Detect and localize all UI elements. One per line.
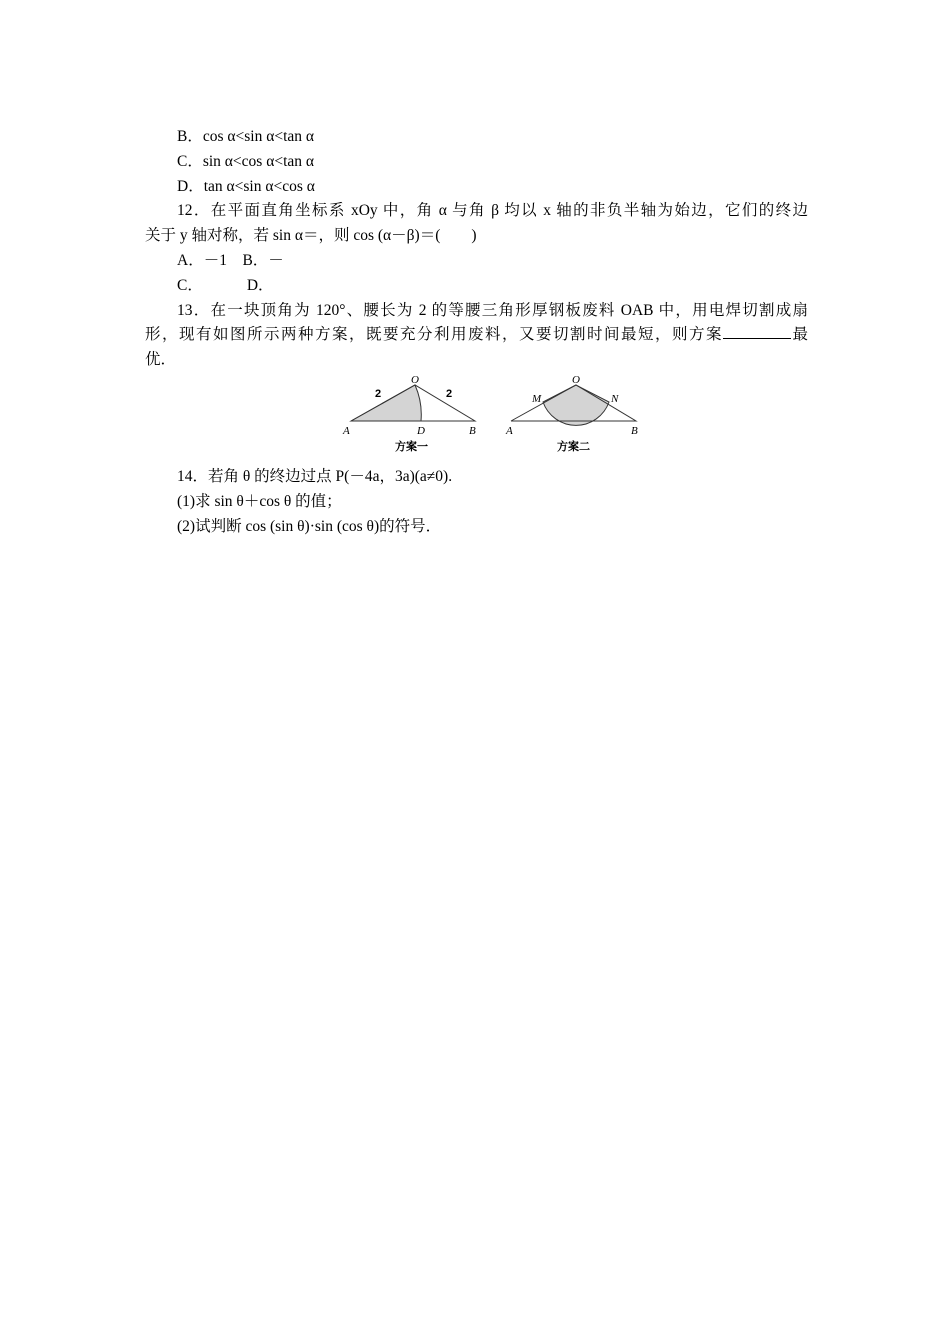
q11-option-b: B．cos α<sin α<tan α <box>177 128 314 145</box>
figure-plan-one <box>341 375 481 457</box>
plan-two-point-n: N <box>611 392 619 405</box>
plan-one-side-left-label: 2 <box>375 387 382 400</box>
plan-two-vertex-a: A <box>506 424 513 437</box>
plan-two-sector <box>543 385 609 425</box>
answer-blank <box>723 324 791 339</box>
plan-one-caption: 方案一 <box>395 439 428 453</box>
plan-two-point-m: M <box>532 392 542 405</box>
q12-options-cd <box>145 274 808 299</box>
q13-stem-line1: 13．在一块顶角为 120°、腰长为 2 的等腰三角形厚钢板废料 OAB 中，用电焊切割成扇 <box>177 301 808 319</box>
q12-stem-line1: 12．在平面直角坐标系 xOy 中，角 α 与角 β 均以 x 轴的非负半轴为始边，它们的终边 <box>177 202 808 220</box>
q12-stem-line2: 关于 y 轴对称，若 sin α＝，则 cos (α－β)＝( ) <box>145 227 477 245</box>
q13-stem-line2-text: 形，现有如图所示两种方案，既要充分利用废料，又要切割时间最短，则方案 <box>145 326 723 344</box>
plan-one-point-d: D <box>417 424 425 437</box>
figure-plan-two <box>503 375 643 457</box>
q14-part1: (1)求 sin θ＋cos θ 的值； <box>177 492 342 510</box>
plan-two-caption: 方案二 <box>557 439 590 453</box>
plan-one-vertex-b: B <box>469 424 476 437</box>
document-body <box>145 125 808 539</box>
q11-option-d: D．tan α<sin α<cos α <box>177 177 315 195</box>
q11-option-c: C．sin α<cos α<tan α <box>177 152 314 170</box>
q12-option-d: D． <box>246 276 274 294</box>
plan-one-side-right-label: 2 <box>446 387 453 400</box>
plan-two-vertex-b: B <box>631 424 638 437</box>
q14-stem: 14．若角 θ 的终边过点 P(－4a，3a)(a≠0). <box>177 467 453 485</box>
q13-stem-line3: 优． <box>145 351 177 369</box>
q14-part2: (2)试判断 cos (sin θ)·sin (cos θ)的符号． <box>177 517 442 535</box>
q13-stem-line2-end: 最 <box>790 326 808 344</box>
q12-option-c: C． <box>177 276 203 294</box>
plan-one-vertex-a: A <box>343 424 350 437</box>
q13-figures <box>145 375 808 457</box>
q12-options-ab: A．－1 B．－ <box>177 251 284 269</box>
plan-two-vertex-o: O <box>572 374 580 386</box>
plan-one-vertex-o: O <box>411 374 419 386</box>
q13-stem-line2 <box>145 323 808 348</box>
